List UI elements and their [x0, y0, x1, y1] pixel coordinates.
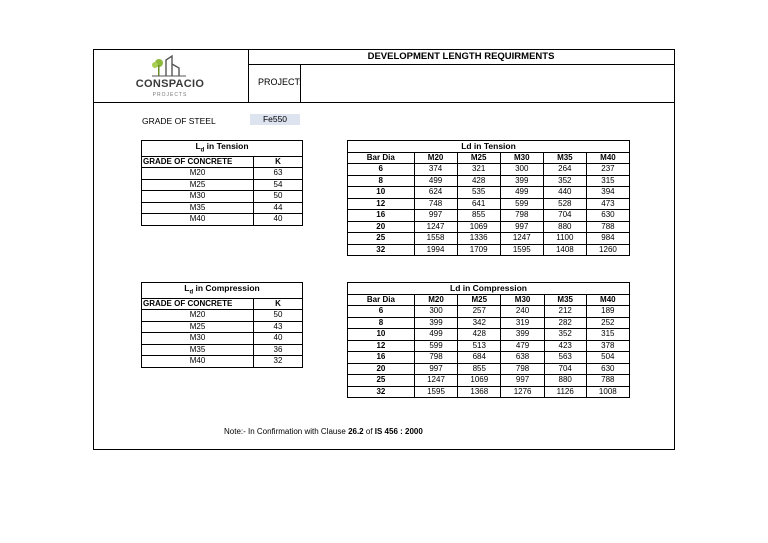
ld-value-cell: 704 [543, 210, 586, 222]
column-header: M40 [586, 152, 629, 164]
bar-dia-cell: 10 [348, 187, 415, 199]
ld-value-cell: 855 [458, 363, 501, 375]
ld-value-cell: 352 [543, 175, 586, 187]
ld-value-cell: 342 [458, 317, 501, 329]
ld-value-cell: 641 [457, 198, 500, 210]
ld-value-cell: 378 [586, 340, 629, 352]
ld-value-cell: 499 [414, 175, 457, 187]
k-value-cell: 63 [254, 168, 303, 180]
ld-value-cell: 257 [458, 306, 501, 318]
bar-dia-cell: 16 [348, 352, 415, 364]
column-header: GRADE OF CONCRETE [142, 298, 254, 310]
table-caption: $L_d$ in Tension [142, 141, 303, 157]
ld-value-cell: 1276 [501, 386, 544, 398]
ld-value-cell: 240 [501, 306, 544, 318]
note-text: of [363, 427, 375, 436]
ld-value-cell: 189 [586, 306, 629, 318]
ld-value-cell: 528 [543, 198, 586, 210]
k-value-cell: 36 [254, 344, 303, 356]
ld-value-cell: 1368 [458, 386, 501, 398]
ld-value-cell: 630 [586, 210, 629, 222]
bar-dia-cell: 12 [348, 340, 415, 352]
ld-value-cell: 748 [414, 198, 457, 210]
ld-value-cell: 440 [543, 187, 586, 199]
column-header: K [254, 298, 303, 310]
design-sheet [93, 49, 675, 450]
table-row [348, 244, 630, 256]
ld-value-cell: 1336 [457, 233, 500, 245]
ld-value-cell: 1558 [414, 233, 457, 245]
header-row [348, 152, 630, 164]
table-row [348, 317, 630, 329]
ld-value-cell: 1247 [414, 375, 457, 387]
bar-dia-cell: 6 [348, 164, 415, 176]
table-row [348, 306, 630, 318]
ld-value-cell: 428 [458, 329, 501, 341]
ld-value-cell: 504 [586, 352, 629, 364]
ld-value-cell: 513 [458, 340, 501, 352]
column-header: Bar Dia [348, 294, 415, 306]
ld-value-cell: 499 [500, 187, 543, 199]
column-header: M20 [414, 294, 457, 306]
project-label: PROJECT: [258, 77, 302, 87]
ld-value-cell: 315 [586, 329, 629, 341]
k-value-cell: 32 [254, 356, 303, 368]
header-bottom-rule [94, 102, 674, 103]
ld-value-cell: 624 [414, 187, 457, 199]
ld-value-cell: 1100 [543, 233, 586, 245]
k-tension-table [141, 140, 303, 226]
title-rule [248, 64, 674, 65]
table-caption: Ld in Tension [348, 141, 630, 153]
ld-value-cell: 997 [500, 221, 543, 233]
concrete-grade-cell: M40 [142, 214, 254, 226]
building-tree-icon [130, 54, 210, 78]
ld-value-cell: 300 [414, 306, 457, 318]
bar-dia-cell: 25 [348, 233, 415, 245]
concrete-grade-cell: M30 [142, 191, 254, 203]
ld-tension-table [347, 140, 630, 256]
ld-value-cell: 374 [414, 164, 457, 176]
k-compression-table [141, 282, 303, 368]
ld-value-cell: 1595 [414, 386, 457, 398]
ld-value-cell: 563 [544, 352, 586, 364]
table-row [142, 214, 303, 226]
ld-value-cell: 880 [544, 375, 586, 387]
k-value-cell: 44 [254, 202, 303, 214]
note-clause: 26.2 [348, 427, 364, 436]
ld-value-cell: 997 [414, 363, 457, 375]
ld-value-cell: 684 [458, 352, 501, 364]
bar-dia-cell: 12 [348, 198, 415, 210]
ld-compression-table [347, 282, 630, 398]
table-row [348, 233, 630, 245]
ld-value-cell: 798 [501, 363, 544, 375]
column-header: Bar Dia [348, 152, 415, 164]
ld-value-cell: 638 [501, 352, 544, 364]
ld-value-cell: 252 [586, 317, 629, 329]
ld-value-cell: 1994 [414, 244, 457, 256]
bar-dia-cell: 10 [348, 329, 415, 341]
ld-value-cell: 798 [500, 210, 543, 222]
header-row [348, 294, 630, 306]
concrete-grade-cell: M25 [142, 179, 254, 191]
note [224, 427, 423, 436]
ld-value-cell: 984 [586, 233, 629, 245]
bar-dia-cell: 32 [348, 386, 415, 398]
column-header: GRADE OF CONCRETE [142, 156, 254, 168]
bar-dia-cell: 32 [348, 244, 415, 256]
table-caption: Ld in Compression [348, 283, 630, 295]
ld-value-cell: 315 [586, 175, 629, 187]
ld-value-cell: 788 [586, 375, 629, 387]
ld-value-cell: 788 [586, 221, 629, 233]
table-row [348, 221, 630, 233]
ld-value-cell: 212 [544, 306, 586, 318]
company-logo [130, 54, 210, 100]
ld-value-cell: 282 [544, 317, 586, 329]
table-row [142, 168, 303, 180]
column-header: M20 [414, 152, 457, 164]
ld-value-cell: 394 [586, 187, 629, 199]
k-value-cell: 54 [254, 179, 303, 191]
table-row [142, 179, 303, 191]
table-row [142, 344, 303, 356]
ld-value-cell: 264 [543, 164, 586, 176]
steel-grade-value[interactable]: Fe550 [250, 114, 300, 125]
steel-grade-label: GRADE OF STEEL [142, 116, 216, 126]
column-header: M40 [586, 294, 629, 306]
ld-value-cell: 399 [501, 329, 544, 341]
ld-value-cell: 1709 [457, 244, 500, 256]
table-row [348, 386, 630, 398]
bar-dia-cell: 16 [348, 210, 415, 222]
column-header: M30 [501, 294, 544, 306]
column-header: M25 [458, 294, 501, 306]
table-row [348, 352, 630, 364]
note-code: IS 456 : 2000 [374, 427, 423, 436]
table-row [348, 340, 630, 352]
ld-value-cell: 352 [544, 329, 586, 341]
ld-value-cell: 479 [501, 340, 544, 352]
bar-dia-cell: 8 [348, 317, 415, 329]
table-row [348, 164, 630, 176]
ld-value-cell: 704 [544, 363, 586, 375]
table-row [348, 329, 630, 341]
concrete-grade-cell: M20 [142, 168, 254, 180]
column-header: K [254, 156, 303, 168]
ld-value-cell: 321 [457, 164, 500, 176]
ld-value-cell: 880 [543, 221, 586, 233]
concrete-grade-cell: M40 [142, 356, 254, 368]
ld-value-cell: 1069 [457, 221, 500, 233]
ld-value-cell: 237 [586, 164, 629, 176]
concrete-grade-cell: M35 [142, 202, 254, 214]
k-value-cell: 43 [254, 321, 303, 333]
ld-value-cell: 1126 [544, 386, 586, 398]
ld-value-cell: 855 [457, 210, 500, 222]
table-row [348, 198, 630, 210]
table-row [348, 175, 630, 187]
bar-dia-cell: 8 [348, 175, 415, 187]
table-row [142, 321, 303, 333]
bar-dia-cell: 20 [348, 363, 415, 375]
table-row [348, 187, 630, 199]
ld-value-cell: 423 [544, 340, 586, 352]
note-text: Note:- In Confirmation with Clause [224, 427, 349, 436]
table-row [348, 375, 630, 387]
column-header: M35 [543, 152, 586, 164]
ld-value-cell: 535 [457, 187, 500, 199]
ld-value-cell: 1069 [458, 375, 501, 387]
k-value-cell: 50 [254, 310, 303, 322]
column-header: M35 [544, 294, 586, 306]
ld-value-cell: 428 [457, 175, 500, 187]
ld-value-cell: 1595 [500, 244, 543, 256]
ld-value-cell: 599 [500, 198, 543, 210]
k-value-cell: 50 [254, 191, 303, 203]
ld-value-cell: 319 [501, 317, 544, 329]
table-row [142, 202, 303, 214]
ld-value-cell: 399 [500, 175, 543, 187]
ld-value-cell: 1247 [500, 233, 543, 245]
column-header: M30 [500, 152, 543, 164]
concrete-grade-cell: M20 [142, 310, 254, 322]
page-title: DEVELOPMENT LENGTH REQUIRMENTS [367, 51, 555, 62]
concrete-grade-cell: M25 [142, 321, 254, 333]
ld-value-cell: 1008 [586, 386, 629, 398]
concrete-grade-cell: M35 [142, 344, 254, 356]
logo-wordmark: CONSPACIO [135, 78, 205, 90]
bar-dia-cell: 6 [348, 306, 415, 318]
bar-dia-cell: 20 [348, 221, 415, 233]
ld-value-cell: 1408 [543, 244, 586, 256]
logo-subtitle: PROJECTS [152, 92, 188, 98]
ld-value-cell: 997 [414, 210, 457, 222]
ld-value-cell: 798 [414, 352, 457, 364]
table-caption: $L_d$ in Compression [142, 283, 303, 299]
table-row [142, 191, 303, 203]
ld-value-cell: 499 [414, 329, 457, 341]
ld-value-cell: 1247 [414, 221, 457, 233]
ld-value-cell: 599 [414, 340, 457, 352]
table-row [142, 310, 303, 322]
k-value-cell: 40 [254, 214, 303, 226]
ld-value-cell: 1260 [586, 244, 629, 256]
concrete-grade-cell: M30 [142, 333, 254, 345]
ld-value-cell: 473 [586, 198, 629, 210]
table-row [348, 210, 630, 222]
table-row [142, 333, 303, 345]
ld-value-cell: 630 [586, 363, 629, 375]
column-header: M25 [457, 152, 500, 164]
table-row [142, 356, 303, 368]
table-row [348, 363, 630, 375]
ld-value-cell: 399 [414, 317, 457, 329]
ld-value-cell: 997 [501, 375, 544, 387]
ld-value-cell: 300 [500, 164, 543, 176]
bar-dia-cell: 25 [348, 375, 415, 387]
k-value-cell: 40 [254, 333, 303, 345]
